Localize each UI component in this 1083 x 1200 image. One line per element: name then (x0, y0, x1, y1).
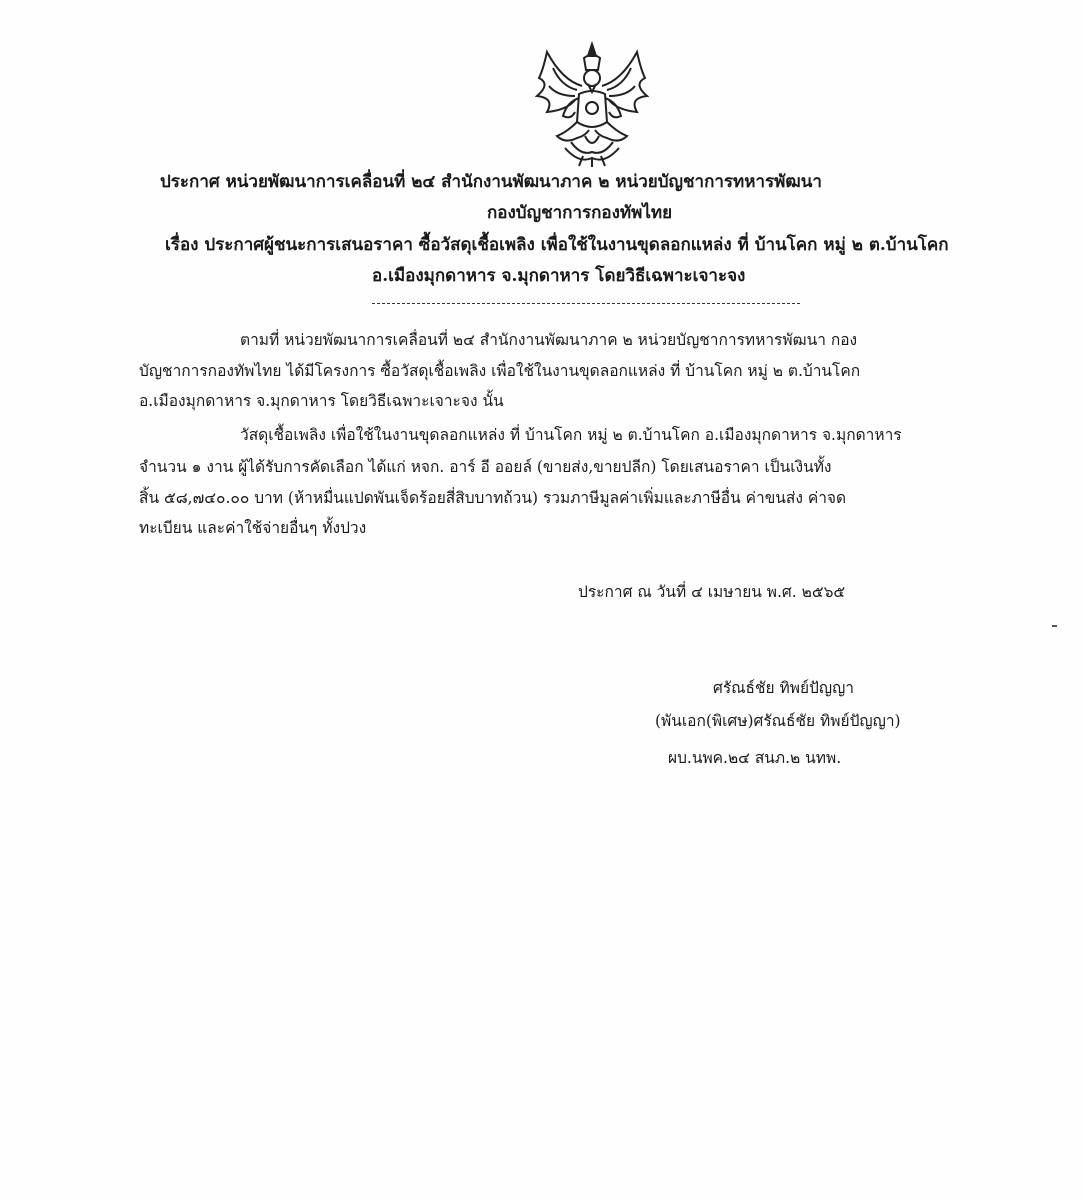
signature-name: ศรัณธ์ชัย ทิพย์ปัญญา (713, 679, 855, 697)
heading-line-4: อ.เมืองมุกดาหาร จ.มุกดาหาร โดยวิธีเฉพาะเจาะจง (372, 266, 746, 286)
divider-rule (372, 303, 800, 304)
heading-line-2: กองบัญชาการกองทัพไทย (487, 203, 673, 223)
garuda-emblem-icon (527, 40, 657, 168)
body-paragraph-2-line-2: จำนวน ๑ งาน ผู้ได้รับการคัดเลือก ได้แก่ หจก. อาร์ อี ออยล์ (ขายส่ง,ขายปลีก) โดยเสนอราคา เป็นเงินทั้ง (139, 458, 832, 476)
body-paragraph-2-line-3: สิ้น ๕๘,๗๔๐.๐๐ บาท (ห้าหมื่นแปดพันเจ็ดร้อยสี่สิบบาทถ้วน) รวมภาษีมูลค่าเพิ่มและภาษีอื่น ค่าขนส่ง ค่าจด (139, 489, 847, 507)
heading-line-1: ประกาศ หน่วยพัฒนาการเคลื่อนที่ ๒๔ สำนักงานพัฒนาภาค ๒ หน่วยบัญชาการทหารพัฒนา (160, 172, 822, 192)
signature-full-name: (พันเอก(พิเศษ)ศรัณธ์ชัย ทิพย์ปัญญา) (655, 712, 901, 730)
body-paragraph-1-line-2: บัญชาการกองทัพไทย ได้มีโครงการ ซื้อวัสดุเชื้อเพลิง เพื่อใช้ในงานขุดลอกแหล่ง ที่ บ้านโคก หมู่ ๒ ต.บ้านโคก (139, 362, 861, 380)
body-paragraph-2-line-1: วัสดุเชื้อเพลิง เพื่อใช้ในงานขุดลอกแหล่ง ที่ บ้านโคก หมู่ ๒ ต.บ้านโคก อ.เมืองมุกดาหาร จ.มุกดาหาร (240, 426, 902, 444)
body-paragraph-2-line-4: ทะเบียน และค่าใช้จ่ายอื่นๆ ทั้งปวง (139, 519, 367, 537)
body-paragraph-1-line-3: อ.เมืองมุกดาหาร จ.มุกดาหาร โดยวิธีเฉพาะเจาะจง นั้น (139, 392, 504, 410)
scan-mark (1052, 625, 1057, 627)
body-paragraph-1-line-1: ตามที่ หน่วยพัฒนาการเคลื่อนที่ ๒๔ สำนักงานพัฒนาภาค ๒ หน่วยบัญชาการทหารพัฒนา กอง (240, 331, 858, 349)
signature-position: ผบ.นพค.๒๔ สนภ.๒ นทพ. (668, 749, 842, 767)
announcement-date: ประกาศ ณ วันที่ ๔ เมษายน พ.ศ. ๒๕๖๕ (578, 583, 846, 601)
heading-subject-line: เรื่อง ประกาศผู้ชนะการเสนอราคา ซื้อวัสดุเชื้อเพลิง เพื่อใช้ในงานขุดลอกแหล่ง ที่ บ้านโคก หมู่ ๒ ต.บ้านโคก (165, 235, 949, 255)
